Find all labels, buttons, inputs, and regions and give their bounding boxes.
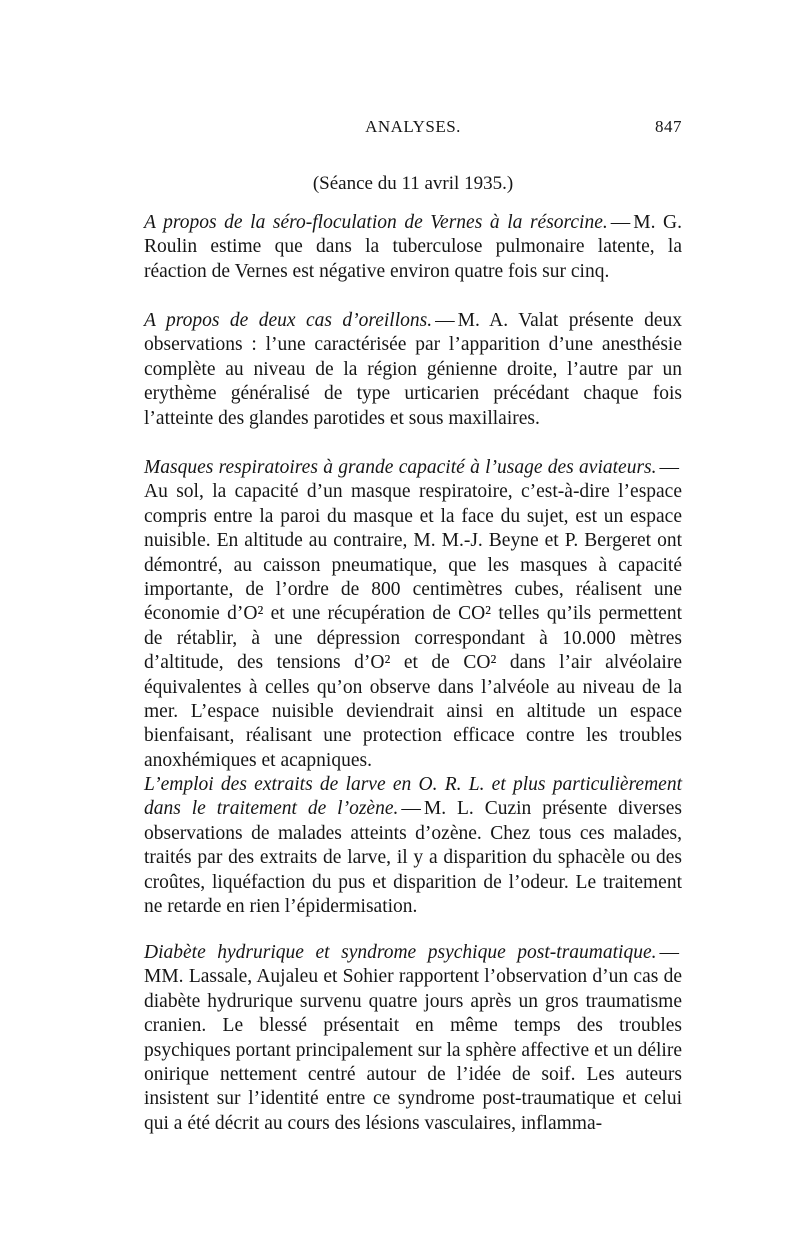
article-title: A propos de deux cas d’oreillons. xyxy=(144,310,433,331)
article-title: Diabète hydrurique et syndrome psychique post-traumatique. xyxy=(144,942,657,963)
article-dash: — xyxy=(401,798,421,820)
article-diabete-hydrurique xyxy=(144,941,682,1136)
article-title: Masques respiratoires à grande capacité à l’usage des aviateurs. xyxy=(144,457,657,478)
running-title: ANALYSES. xyxy=(365,117,461,136)
running-head xyxy=(144,117,682,141)
article-body: Au sol, la capacité d’un masque respiratoire, c’est-à-dire l’espace compris entre la paroi du masque et la face du sujet, est un espace nuisible. En altitude au contraire, M. M.-J. Beyne et P. Bergeret ont démontré, au caisson pneumatique, que les masques à capacité importante, de l’ordre de 800 centimètres cubes, réalisent une économie d’O² et une récupération de CO² telles qu’ils permettent de rétablir, à une dépression correspondant à 10.000 mètres d’altitude, des tensions d’O² et de CO² dans l’air alvéolaire équivalentes à celles qu’on observe dans l’alvéole au niveau de la mer. L’espace nuisible deviendrait ainsi en altitude un espace bienfaisant, réalisant une protection efficace contre les troubles anoxhémiques et acapniques. xyxy=(144,481,682,771)
article-extraits-de-larve xyxy=(144,773,682,919)
article-dash: — xyxy=(610,212,631,233)
article-body: MM. Lassale, Aujaleu et Sohier rapportent l’observation d’un cas de diabète hydrurique survenu quatre jours après un gros traumatisme cranien. Le blessé présentait en même temps des troubles psychiques portant principalement sur la sphère affective et un délire onirique nettement centré autour de l’idée de soif. Les auteurs insistent sur l’identité entre ce syndrome post-traumatique et celui qui a été décrit au cours des lésions vasculaires, inflamma- xyxy=(144,966,682,1134)
article-masques-respiratoires xyxy=(144,456,682,773)
article-oreillons xyxy=(144,309,682,431)
article-body: M. G. Roulin estime que dans la tuberculose pulmonaire latente, la réaction de Vernes est négative environ quatre fois sur cinq. xyxy=(144,212,682,282)
article-body: M. L. Cuzin présente diverses observations de malades atteints d’ozène. Chez tous ces malades, traités par des extraits de larve, il y a disparition du sphacèle ou des croûtes, liquéfaction du pus et disparition de l’odeur. Le traitement ne retarde en rien l’épidermisation. xyxy=(144,798,682,918)
article-title: A propos de la séro-floculation de Vernes à la résorcine. xyxy=(144,212,608,233)
article-dash: — xyxy=(435,310,455,331)
article-dash: — xyxy=(659,457,679,478)
page-number: 847 xyxy=(655,117,682,136)
article-dash: — xyxy=(659,942,679,963)
article-title: L’emploi des extraits de larve en O. R. L. et plus particulièrement dans le traitement de l’ozène. xyxy=(144,774,682,820)
session-heading: (Séance du 11 avril 1935.) xyxy=(312,173,514,194)
article-sero-floculation xyxy=(144,211,682,284)
article-body: M. A. Valat présente deux observations : l’une caractérisée par l’apparition d’une anesthésie complète au niveau de la région génienne droite, l’autre par un erythème généralisé de type urticarien précédant chaque fois l’atteinte des glandes parotides et sous maxillaires. xyxy=(144,310,683,429)
